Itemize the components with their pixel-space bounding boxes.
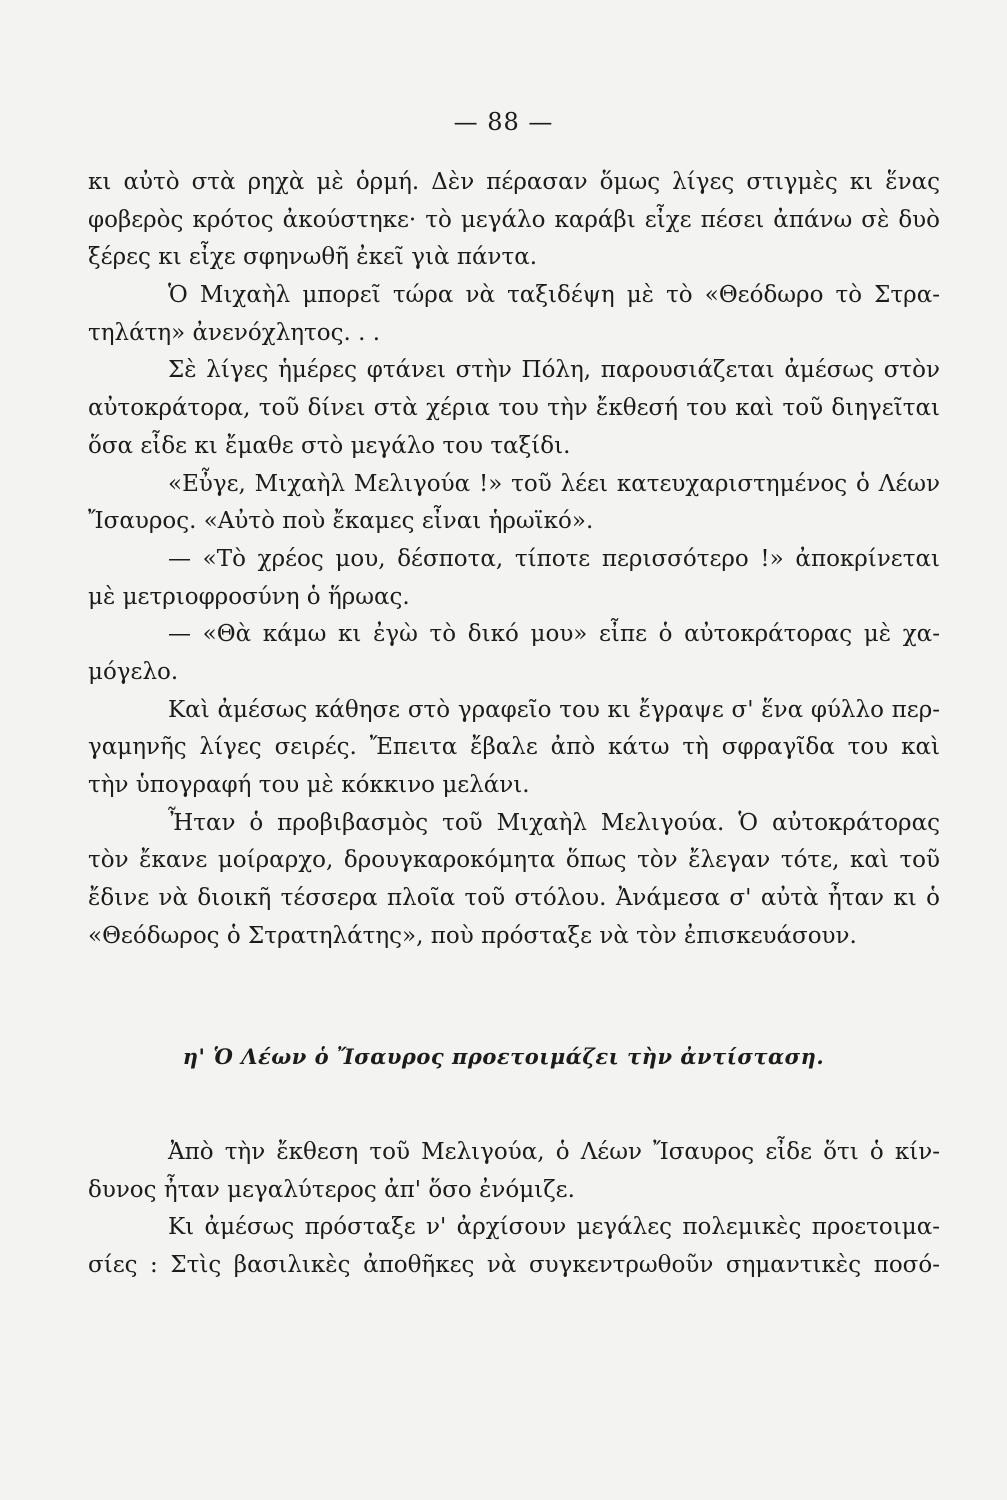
body-text-part1 [88, 164, 940, 955]
text-line: γαμηνῆς λίγες σειρές. Ἔπειτα ἔβαλε ἀπὸ κάτω τὴ σφραγῖδα του καὶ [88, 734, 940, 761]
body-text-part2 [88, 1134, 940, 1285]
text-line: κι αὐτὸ στὰ ρηχὰ μὲ ὁρμή. Δὲν πέρασαν ὅμως λίγες στιγμὲς κι ἕνας [88, 169, 940, 195]
text-line: — «Θὰ κάμω κι ἐγὼ τὸ δικό μου» εἶπε ὁ αὐτοκράτορας μὲ χα- [168, 621, 940, 648]
text-line: τὴν ὑπογραφή του μὲ κόκκινο μελάνι. [88, 772, 530, 798]
text-line: τὸν ἔκανε μοίραρχο, δρουγκαροκόμητα ὅπως τὸν ἔλεγαν τότε, καὶ τοῦ [88, 847, 940, 874]
paragraph [88, 277, 940, 352]
text-line: σίες : Στὶς βασιλικὲς ἀποθῆκες νὰ συγκεντρωθοῦν σημαντικὲς ποσό- [88, 1252, 940, 1279]
paragraph [88, 164, 940, 277]
text-line: Καὶ ἀμέσως κάθησε στὸ γραφεῖο του κι ἔγραψε σ' ἕνα φύλλο περ- [168, 696, 940, 723]
text-line: Ἴσαυρος. «Αὐτὸ ποὺ ἔκαμες εἶναι ἡρωϊκό». [88, 508, 594, 535]
paragraph [88, 1209, 940, 1284]
text-line: Ὁ Μιχαὴλ μπορεῖ τώρα νὰ ταξιδέψη μὲ τὸ «Θεόδωρο τὸ Στρα- [168, 282, 940, 309]
text-line: Σὲ λίγες ἡμέρες φτάνει στὴν Πόλη, παρουσιάζεται ἀμέσως στὸν [168, 357, 940, 384]
text-line: ξέρες κι εἶχε σφηνωθῆ ἐκεῖ γιὰ πάντα. [88, 244, 538, 271]
paragraph [88, 616, 940, 691]
paragraph [88, 466, 940, 541]
paragraph [88, 692, 940, 805]
text-line: μὲ μετριοφροσύνη ὁ ἥρωας. [88, 583, 410, 610]
section-heading: η' Ὁ Λέων ὁ Ἴσαυρος προετοιμάζει τὴν ἀντίσταση. [182, 1044, 825, 1069]
text-line: τηλάτη» ἀνενόχλητος. . . [88, 319, 381, 346]
text-line: — «Τὸ χρέος μου, δέσποτα, τίποτε περισσότερο !» ἀποκρίνεται [168, 545, 940, 572]
text-line: δυνος ἦταν μεγαλύτερος ἀπ' ὅσο ἐνόμιζε. [88, 1176, 575, 1203]
paragraph [88, 541, 940, 616]
text-line: «Θεόδωρος ὁ Στρατηλάτης», ποὺ πρόσταξε νὰ τὸν ἐπισκευάσουν. [88, 922, 857, 949]
paragraph [88, 1134, 940, 1209]
paragraph [88, 352, 940, 465]
text-line: ἔδινε νὰ διοικῆ τέσσερα πλοῖα τοῦ στόλου. Ἀνάμεσα σ' αὐτὰ ἦταν κι ὁ [88, 885, 940, 912]
text-line: φοβερὸς κρότος ἀκούστηκε· τὸ μεγάλο καράβι εἶχε πέσει ἀπάνω σὲ δυὸ [88, 206, 940, 233]
page-number: — 88 — [453, 108, 554, 136]
text-line: Ἀπὸ τὴν ἔκθεση τοῦ Μελιγούα, ὁ Λέων Ἴσαυρος εἶδε ὅτι ὁ κίν- [168, 1139, 940, 1165]
text-line: ὅσα εἶδε κι ἔμαθε στὸ μεγάλο του ταξίδι. [88, 432, 571, 459]
text-line: Ἦταν ὁ προβιβασμὸς τοῦ Μιχαὴλ Μελιγούα. Ὁ αὐτοκράτορας [168, 809, 940, 836]
text-line: Κι ἀμέσως πρόσταξε ν' ἀρχίσουν μεγάλες πολεμικὲς προετοιμα- [168, 1214, 940, 1241]
paragraph [88, 805, 940, 956]
text-line: αὐτοκράτορα, τοῦ δίνει στὰ χέρια του τὴν ἔκθεσή του καὶ τοῦ διηγεῖται [88, 395, 940, 422]
text-line: «Εὖγε, Μιχαὴλ Μελιγούα !» τοῦ λέει κατευχαριστημένος ὁ Λέων [168, 470, 940, 497]
text-line: μόγελο. [88, 658, 179, 685]
